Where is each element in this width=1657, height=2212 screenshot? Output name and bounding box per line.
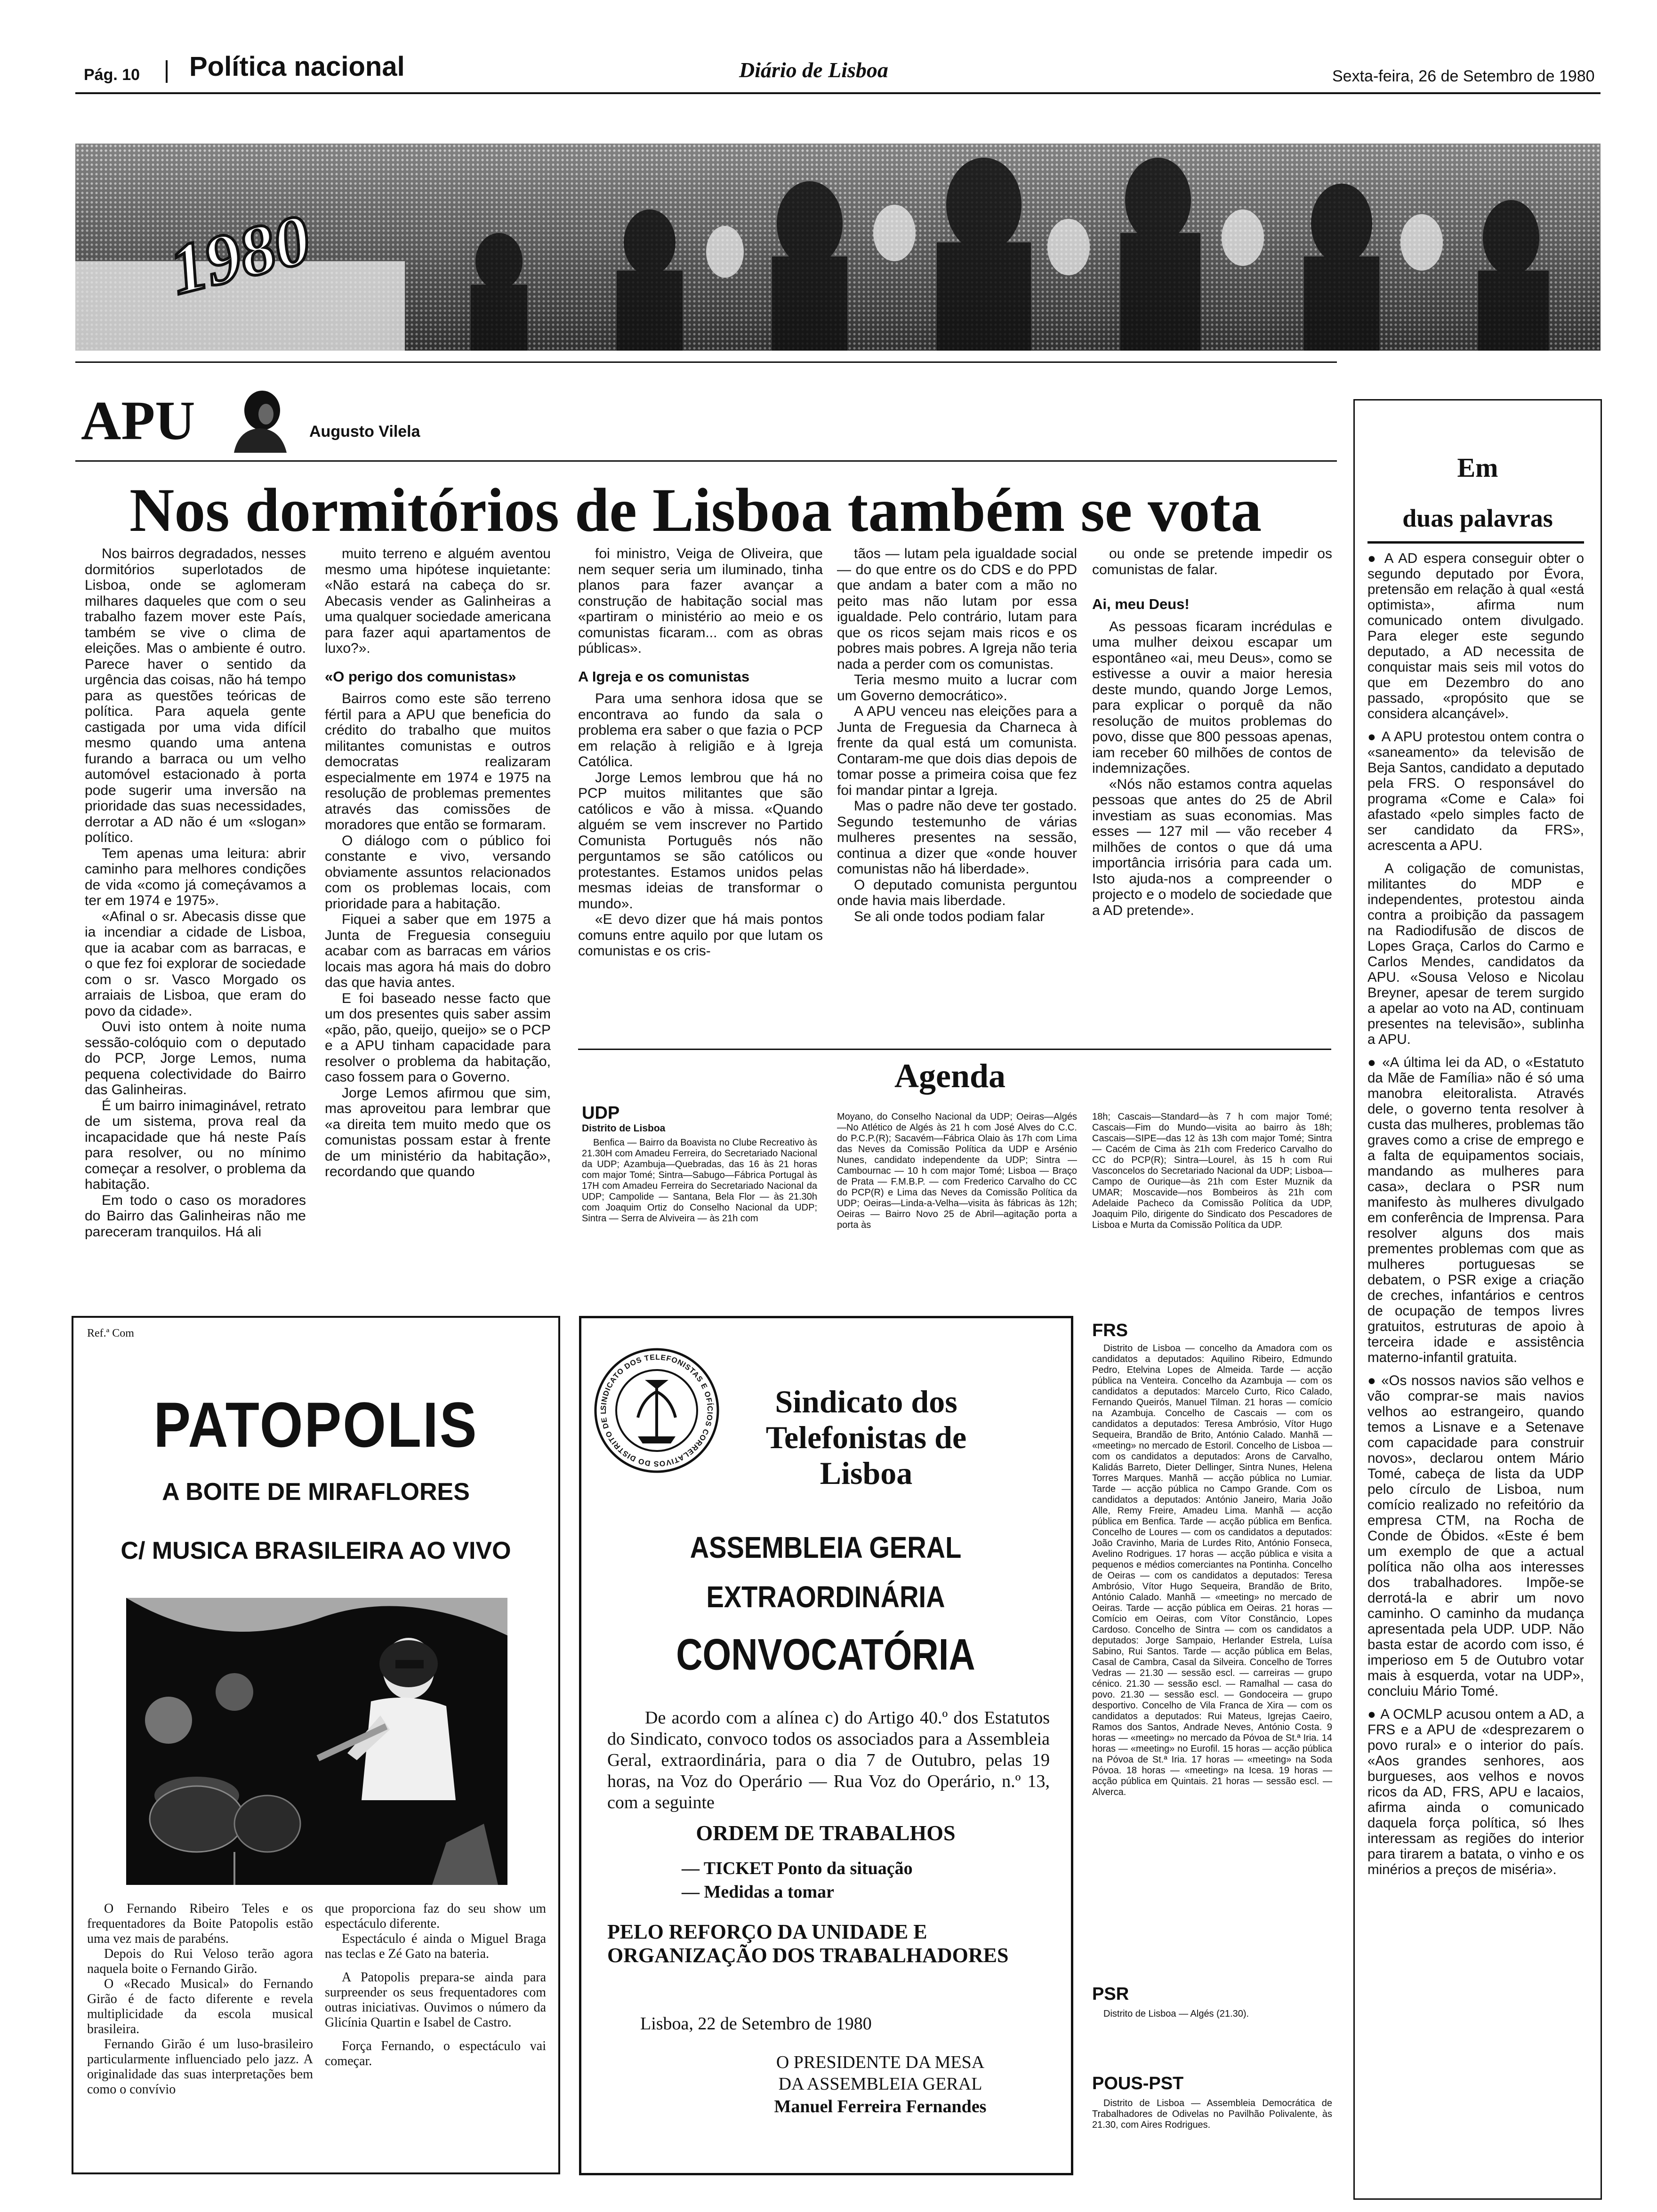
banner-rule xyxy=(75,361,1337,363)
signatory-title-1: O PRESIDENTE DA MESA xyxy=(776,2052,985,2072)
article-paragraph: muito terreno e alguém aventou mesmo uma hipótese inquietante: «Não estará na cabeça do sr. Abecasis vender as Galinheiras a uma qualquer sociedade americana para fazer aqui apartamentos de luxo?». xyxy=(325,546,551,656)
ordem-item-1: — TICKET Ponto da situação xyxy=(682,1859,913,1878)
sidebar-subtitle: duas palavras xyxy=(1402,504,1553,532)
patopolis-name: PATOPOLIS xyxy=(153,1389,478,1461)
article-paragraph: Bairros como este são terreno fértil para a APU que beneficia do crédito do trabalho que muitos militantes comunistas e outros democratas realizaram especialmente em 1974 e 1975 na resolução de problemas prementes através das comissões de moradores que então se formaram. xyxy=(325,691,551,833)
sidebar-item-text: A OCMLP acusou ontem a AD, a FRS e a APU de «desprezarem o povo rural» e o interior do país. «Aos grandes senhores, aos burgueses, aos velhos e novos ricos da AD, FRS, APU e lacaios, afirma ainda o comunicado daquela força política, só lhes interessam as regiões do interior para tirarem a batata, o vinho e os minérios a preços de miséria». xyxy=(1367,1707,1584,1877)
banner-year: 1980 xyxy=(162,200,318,310)
signatory-title-2: DA ASSEMBLEIA GERAL xyxy=(778,2074,982,2094)
ordem-title: ORDEM DE TRABALHOS xyxy=(696,1821,956,1845)
article-paragraph: Mas o padre não deve ter gostado. Segundo testemunho de várias mulheres presentes na sessão, continua a dizer que «onde houver comunistas não há liberdade». xyxy=(837,798,1077,877)
article-col-2 xyxy=(325,546,551,1285)
section-divider xyxy=(166,60,168,83)
headline: Nos dormitórios de Lisboa também se vota xyxy=(129,475,1262,545)
patopolis-photo xyxy=(126,1598,507,1885)
agenda-entry: 18h; Cascais—Standard—às 7 h com major Tomé; Cascais—Fim do Mundo—visita ao bairro às 18h; Cascais—SIPE—das 12 às 13h com major Tomé; Sintra — Cacém de Cima às 21h com Frederico Carvalho do CC do PCP(R); Sintra—Lourel, às 15 h com Rui Vasconcelos do Secretariado Nacional da UDP; Lisboa—Campo de Ourique—às 21h com Ester Muznik da UMAR; Moscavide—nos Bombeiros às 21h com Adelaide Pacheco da Comissão Política da UDP, Joaquim Pilo, dirigente do Sindicato dos Pescadores de Lisboa e Murta da Comissão Política da UDP. xyxy=(1092,1112,1332,1230)
article-paragraph: Nos bairros degradados, nesses dormitórios superlotados de Lisboa, onde se aglomeram milhares daqueles que com o seu trabalho fazem mover este País, também se vive o clima de eleições. Mas o ambiente é outro. Parece haver o sentido da urgência das coisas, não há tempo para as questões teóricas de política. Para aquela gente castigada por uma vida difícil mesmo quando uma antena furando a barraca ou um velho automóvel estacionado à porta pode sugerir uma inversão na prioridade das suas necessidades, derrotar a AD não é um «slogan» político. xyxy=(85,546,306,845)
ad-paragraph: O «Recado Musical» do Fernando Girão é de facto diferente e revela multiplicidade da escola musical brasileira. xyxy=(87,1977,313,2036)
patopolis-tagline-1: A BOITE DE MIRAFLORES xyxy=(162,1478,470,1506)
ad-paragraph: Fernando Girão é um luso-brasileiro particularmente influenciado pelo jazz. A originalidade das suas interpretações bem como o convívio xyxy=(87,2037,313,2097)
sidebar-item-text: «A última lei da AD, o «Estatuto da Mãe de Família» não é só uma manobra eleitoralista. Através dele, o governo tenta resolver à custa das mulheres, problemas tão graves como a crise de emprego e a falta de equipamentos sociais, mandando as mulheres para casa», declara o PSR num manifesto às mulheres divulgado em conferência de Imprensa. Para resolver alguns dos mais prementes problemas com que as mulheres portuguesas se debatem, o PSR exige a criação de creches, infantários e centros de ocupação de tempos livres gratuitos, estruturas de apoio à terceira idade e assistência materno-infantil gratuita. xyxy=(1367,1055,1584,1365)
article-paragraph: foi ministro, Veiga de Oliveira, que nem sequer seria um iluminado, tinha planos para fazer avançar a construção de habitação social mas «partiram o ministério ao meio e os comunistas ficaram... com as obras públicas». xyxy=(578,546,823,656)
article-paragraph: Jorge Lemos afirmou que sim, mas aproveitou para lembrar que «a direita tem muito medo que os comunistas possam estar à frente de um ministério da habitação», recordando que quando xyxy=(325,1085,551,1179)
bullet-icon: ● xyxy=(1367,1373,1382,1388)
convocatoria-body: De acordo com a alínea c) do Artigo 40.º dos Estatutos do Sindicato, convoco todos os associados para a Assembleia Geral, extraordinária, para o dia 7 de Outubro, pelas 19 horas, na Voz do Operário — Rua Voz do Operário, n.º 13, com a seguinte xyxy=(607,1708,1050,1812)
sidebar-item-text: «Os nossos navios são velhos e vão comprar-se mais navios velhos ao estrangeiro, quando temos a Lisnave e a Setenave com capacidade para construir novos», declarou ontem Mário Tomé, cabeça de lista da UDP pelo círculo de Lisboa, num comício realizado no refeitório da empresa CTM, na Rocha de Conde de Óbidos. «Este é bem um exemplo de que a actual política não olha aos interesses dos trabalhadores. Impõe-se derrotá-la e abrir um novo caminho. O caminho da mudança apresentada pela UDP. UDP. Não basta estar de acordo com isso, é imperioso em 5 de Outubro votar mais à esquerda, votar na UDP», concluiu Mário Tomé. xyxy=(1367,1373,1584,1699)
article-paragraph: Em todo o caso os moradores do Bairro das Galinheiras não me pareceram tranquilos. Há ali xyxy=(85,1192,306,1240)
author-name: Augusto Vilela xyxy=(309,423,420,441)
assembly-title-1: ASSEMBLEIA GERAL xyxy=(690,1530,962,1564)
agenda-district: Distrito de Lisboa xyxy=(582,1123,666,1134)
article-paragraph: Fiquei a saber que em 1975 a Junta de Freguesia conseguiu acabar com as barracas em vários locais mas agora há mais do dobro das que havia antes. xyxy=(325,912,551,990)
agenda-entry: Moyano, do Conselho Nacional da UDP; Oeiras—Algés—No Atlético de Algés às 21 h com José Alves do C.C. do P.C.P.(R); Sacavém—Fábrica Olaio às 17h com Lima das Neves da Comissão Política da UDP e Arsénio Nunes, candidato independente da UDP; Sintra — Cambournac — 10 h com major Tomé; Lisboa — Braço de Prata — F.M.B.P. — com Frederico Carvalho do CC do PCP(R) e Lima das Neves da Comissão Política da UDP; Oeiras—Linda-a-Velha—visita às fábricas às 12h; Oeiras — Bairro Novo 25 de Abril—agitação porta a porta às xyxy=(837,1112,1077,1230)
article-paragraph: O deputado comunista perguntou onde havia mais liberdade. xyxy=(837,877,1077,908)
article-paragraph: É um bairro inimaginável, retrato de um sistema, prova real da incapacidade que há neste País para resolver, ou no mínimo começar a resolver, o problema da habitação. xyxy=(85,1098,306,1192)
section-title: Política nacional xyxy=(189,51,405,82)
article-paragraph: Jorge Lemos lembrou que há no PCP muitos militantes que são católicos e vão à missa. «Quando alguém se vem inscrever no Partido Comunista Português nós não perguntamos se são católicos ou protestantes. Estamos unidos pelas mesmas ideias de transformar o mundo». xyxy=(578,769,823,912)
ordem-item-2: — Medidas a tomar xyxy=(682,1882,835,1902)
party-label: APU xyxy=(81,390,195,451)
article-paragraph: As pessoas ficaram incrédulas e uma mulher deixou escapar um espontâneo «ai, meu Deus», como se estivesse a ouvir a maior heresia deste mundo, quando Jorge Lemos, para explicar o porquê da não resolução de muitos problemas do povo, disse que 800 pessoas apenas, iam receber 60 milhões de contos de indemnizações. xyxy=(1092,618,1332,776)
patopolis-tagline-2: C/ MUSICA BRASILEIRA AO VIVO xyxy=(121,1537,511,1564)
bullet-icon: ● xyxy=(1367,1707,1381,1722)
agenda-entry: Distrito de Lisboa — Algés (21.30). xyxy=(1103,2009,1249,2019)
agenda-title: Agenda xyxy=(894,1057,1006,1095)
article-col-5 xyxy=(1092,546,1332,1045)
sidebar-item xyxy=(1367,551,1584,721)
sidebar-item-text: A AD espera conseguir obter o segundo deputado por Évora, pretensão em relação à qual «está optimista», afirma num comunicado ontem divulgado. Para eleger este segundo deputado, a AD necessita de conquistar mais seis mil votos do que em Dezembro do ano passado, «propósito que se considera alcançável». xyxy=(1367,551,1584,721)
sidebar-rule xyxy=(1367,541,1584,544)
ad-paragraph: que proporciona faz do seu show um espectáculo diferente. xyxy=(325,1901,546,1931)
article-col-4 xyxy=(837,546,1077,1045)
ad-reference: Ref.ª Com xyxy=(87,1327,134,1339)
agenda-udp-col-1 xyxy=(582,1100,817,1307)
place-date: Lisboa, 22 de Setembro de 1980 xyxy=(640,2014,872,2034)
sindicato-name: Sindicato dos Telefonistas de Lisboa xyxy=(765,1384,967,1491)
agenda-udp-col-3 xyxy=(1092,1112,1332,1305)
sidebar-item xyxy=(1367,1373,1584,1699)
page-number: Pág. 10 xyxy=(84,66,140,84)
article-subhead: «O perigo dos comunistas» xyxy=(325,668,516,685)
article-paragraph: «Nós não estamos contra aquelas pessoas que antes do 25 de Abril investiam as suas economias. Mas esses — 127 mil — vão receber 4 milhões de contos o que dá uma importância irrisória para cada um. Isto ajuda-nos a compreender o projecto e o modelo de sociedade que a AD pretende». xyxy=(1092,776,1332,918)
agenda-party: FRS xyxy=(1092,1321,1128,1340)
agenda-psr xyxy=(1092,1981,1332,2057)
article-paragraph: O diálogo com o público foi constante e vivo, versando obviamente assuntos relacionados com os problemas locais, com prioridade para a habitação. xyxy=(325,833,551,912)
ad-paragraph: Espectáculo é ainda o Miguel Braga nas teclas e Zé Gato na bateria. xyxy=(325,1931,546,1961)
seal-text: SINDICATO DOS TELEFONISTAS E OFÍCIOS CORRELATIVOS DO DISTRITO DE L xyxy=(599,1353,714,1468)
agenda-rule xyxy=(578,1049,1331,1050)
bullet-icon: ● xyxy=(1367,729,1382,745)
article-subhead: Ai, meu Deus! xyxy=(1092,596,1190,612)
ad-paragraph: Depois do Rui Veloso terão agora naquela boite o Fernando Girão. xyxy=(87,1947,313,1976)
sindicato-seal xyxy=(593,1347,720,1474)
convocatoria-title: CONVOCATÓRIA xyxy=(676,1629,975,1679)
agenda-pous xyxy=(1092,2071,1332,2193)
bullet-icon: ● xyxy=(1367,1055,1383,1070)
sidebar-item-text: A coligação de comunistas, militantes do MDP e independentes, protestou ainda contra a proibição da passagem na Radiodifusão de discos de Lopes Graça, Carlos do Carmo e Carlos Mendes, candidatos da APU. «Sousa Veloso e Nicolau Breyner, apesar de terem surgido a apelar ao voto na AD, continuam presentes na televisão», sublinha a APU. xyxy=(1367,861,1584,1047)
article-col-3 xyxy=(578,546,823,1045)
sidebar-item xyxy=(1367,1707,1584,1877)
article-paragraph: Ouvi isto ontem à noite numa sessão-colóquio com o deputado do PCP, Jorge Lemos, numa pequena colectividade do Bairro das Galinheiras. xyxy=(85,1019,306,1098)
patopolis-text-col-2 xyxy=(325,1901,546,2165)
article-paragraph: tãos — lutam pela igualdade social — do que entre os do CDS e do PPD que andam a bater com a mão no peito mas não lutam por essa igualdade. Pelo contrário, lutam para que os ricos sejam mais ricos e os pobres mais pobres. A Igreja não teria nada a perder com os comunistas. xyxy=(837,546,1077,672)
sidebar-title: Em xyxy=(1457,452,1498,483)
sidebar-item xyxy=(1367,861,1584,1047)
article-paragraph: «Afinal o sr. Abecasis disse que ia incendiar a cidade de Lisboa, que ia acabar com as barracas, e o que fez foi explorar de sociedade com o sr. Vasco Morgado os arraiais de Lisboa, que eram do povo da cidade». xyxy=(85,908,306,1019)
ad-paragraph: O Fernando Ribeiro Teles e os frequentadores da Boite Patopolis estão uma vez mais de parabéns. xyxy=(87,1901,313,1946)
article-col-1 xyxy=(85,546,306,1285)
article-paragraph: ou onde se pretende impedir os comunistas de falar. xyxy=(1092,546,1332,577)
patopolis-text-col-1 xyxy=(87,1901,313,2165)
article-paragraph: «E devo dizer que há mais pontos comuns entre aquilo por que lutam os comunistas e os cris- xyxy=(578,912,823,959)
article-paragraph: A APU venceu nas eleições para a Junta de Freguesia da Charneca à frente da qual está um comunista. Contaram-me que dois dias depois de tomar posse a primeira coisa que fez foi mandar pintar a Igreja. xyxy=(837,704,1077,798)
sidebar-item-text: A APU protestou ontem contra o «saneamento» da televisão de Beja Santos, candidato a deputado pela FRS. O responsável do programa «Come e Cala» foi afastado «pelo simples facto de ser candidato da FRS», acrescenta a APU. xyxy=(1367,729,1584,853)
bullet-icon: ● xyxy=(1367,551,1384,566)
agenda-party: POUS-PST xyxy=(1092,2074,1184,2093)
agenda-entry: Benfica — Bairro da Boavista no Clube Recreativo às 21.30H com Amadeu Ferreira, do Secretariado Nacional da UDP; Azambuja—Quebradas, das 16 às 21 horas com major Tomé; Sintra—Sabugo—Fábrica Portugal às 17H com Amadeu Ferreira do Secretariado Nacional da UDP; Campolide — Santana, Bela Flor — às 21.30h com Joaquim Ortiz do Conselho Nacional da UDP; Sintra — Serra de Alviveira — às 21h com xyxy=(582,1138,817,1224)
agenda-frs xyxy=(1092,1318,1332,1977)
ad-paragraph: Força Fernando, o espectáculo vai começar. xyxy=(325,2039,546,2068)
sidebar-text xyxy=(1367,551,1584,2188)
agenda-udp-col-2 xyxy=(837,1112,1077,1305)
issue-date: Sexta-feira, 26 de Setembro de 1980 xyxy=(1332,67,1595,85)
agenda-party: UDP xyxy=(582,1103,620,1123)
sidebar-item xyxy=(1367,729,1584,853)
article-paragraph: Se ali onde todos podiam falar xyxy=(854,908,1045,924)
article-paragraph: Tem apenas uma leitura: abrir caminho para melhores condições de vida «como já começávamos a ter em 1974 e 1975». xyxy=(85,845,306,908)
ad-paragraph: A Patopolis prepara-se ainda para surpreender os seus frequentadores com outras iniciativas. Ouvimos o número da Glicínia Quartin e Isabel de Castro. xyxy=(325,1970,546,2030)
header-rule xyxy=(75,92,1601,94)
agenda-entry: Distrito de Lisboa — concelho da Amadora com os candidatos a deputados: Aquilino Ribeiro, Edmundo Pedro, Etelvina Lopes de Almeida. Tarde — acção pública na Venteira. Concelho da Azambuja — com os candidatos a deputados: Marcelo Curto, Rico Calado, Fernando Queirós, Manuel Tilman. 21 horas — comício na Azambuja. Concelho de Cascais — com os candidatos a deputados: Teresa Ambrósio, Vítor Hugo Sequeira, Brandão de Brito, António Calado. Manhã — «meeting» no mercado de Estoril. Concelho de Lisboa — com os candidatos a deputados: Arons de Carvalho, Kalidás Barreto, Dieter Dellinger, Sintra Nunes, Helena Torres Marques. Manhã — acção pública no Lumiar. Tarde — acção pública no Campo Grande. Com os candidatos a deputados: António Janeiro, Maria João Alle, Remy Freire, Amadeu Lima. Manhã — acção pública em Benfica. Tarde — acção pública em Benfica. Concelho de Loures — com os candidatos a deputados: João Cravinho, Maria de Lurdes Rito, António Fonseca, Avelino Rodrigues. 17 horas — acção pública e visita a pequenos e médios comerciantes na Pontinha. Concelho de Oeiras — com os candidatos a deputados: Teresa Ambrósio, Vítor Hugo Sequeira, Brandão de Brito, António Calado. Manhã — «meeting» no mercado de Oeiras. Tarde — acção pública em Oeiras. 21 horas — Comício em Oeiras, com Vítor Constâncio, Lopes Cardoso. Concelho de Sintra — com os candidatos a deputados: Jorge Sampaio, Herlander Estrela, Luísa Sabino, Rui Santos. Tarde — acção pública em Belas, Casal de Cambra, Casal da Silveira. Concelho de Torres Vedras — 21.30 — sessão escl. — carreiras — grupo cénico. 21.30 — sessão escl. — Ramalhal — casa do povo. 21.30 — sessão escl. — Gondoceira — grupo desportivo. Concelho de Vila Franca de Xira — com os candidatos a deputados: Rui Mateus, Igrejas Caeiro, Ramos dos Santos, Andrade Neves, António Costa. 9 horas — «meeting» no mercado da Póvoa de St.ª Iria. 14 horas — «meeting» no Eurofil. 15 horas — acção pública na Póvoa de St.ª Iria. 17 horas — «meeting» na Soda Póvoa. 18 horas — «meeting» na Icesa. 19 horas — acção pública em Quintais. 21 horas — sessão escl. — Alverca. xyxy=(1092,1343,1332,1797)
assembly-title-2: EXTRAORDINÁRIA xyxy=(706,1579,945,1614)
slogan: PELO REFORÇO DA UNIDADE E ORGANIZAÇÃO DOS TRABALHADORES xyxy=(607,1920,1009,1967)
article-paragraph: Teria mesmo muito a lucrar com um Governo democrático». xyxy=(837,672,1077,704)
article-paragraph: Para uma senhora idosa que se encontrava ao fundo da sala o problema era saber o que fazia o PCP em relação à religião e à Igreja Católica. xyxy=(578,691,823,769)
article-subhead: A Igreja e os comunistas xyxy=(578,668,750,685)
article-paragraph: E foi baseado nesse facto que um dos presentes quis saber assim «pão, pão, queijo, queijo» se o PCP e a APU tinham capacidade para resolver o problema da habitação, caso fossem para o Governo. xyxy=(325,990,551,1085)
headline-rule xyxy=(75,460,1337,462)
agenda-entry: Distrito de Lisboa — Assembleia Democrática de Trabalhadores de Odivelas no Pavilhão Polivalente, às 21.30, com Aires Rodrigues. xyxy=(1092,2098,1332,2130)
banner-photo xyxy=(75,144,1601,351)
signatory-name: Manuel Ferreira Fernandes xyxy=(774,2097,987,2116)
author-portrait xyxy=(229,387,290,453)
masthead: Diário de Lisboa xyxy=(739,58,888,82)
sidebar-item xyxy=(1367,1055,1584,1365)
agenda-party: PSR xyxy=(1092,1984,1129,2004)
